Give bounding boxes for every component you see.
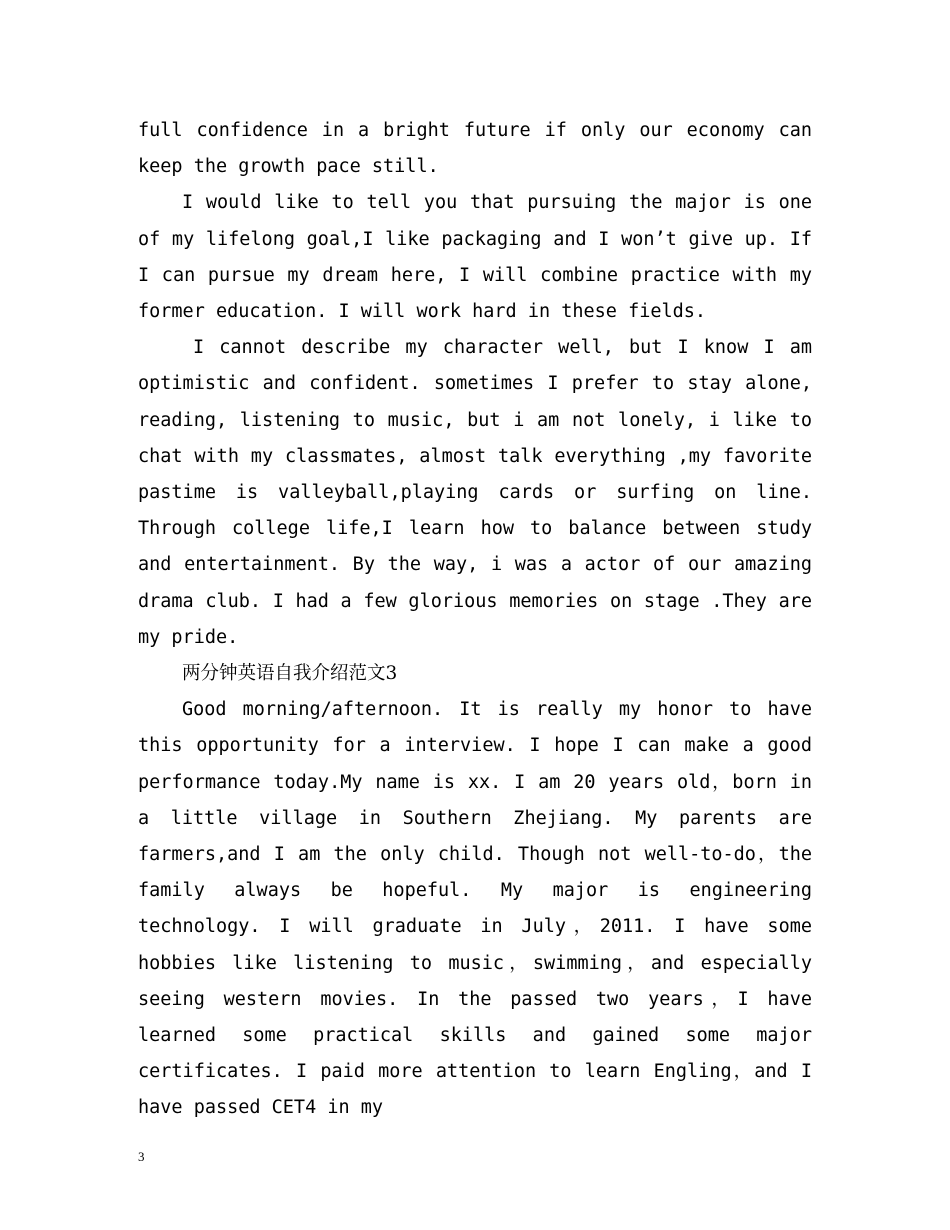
section-heading: 两分钟英语自我介绍范文3 (182, 663, 398, 685)
paragraph-continuation: full confidence in a bright future if only our economy can keep the growth pace still. (138, 120, 812, 178)
page-number: 3 (138, 1149, 145, 1164)
body-text (138, 113, 812, 1127)
paragraph-character: I cannot describe my character well, but I know I am optimistic and confident. sometimes I prefer to stay alone, reading, listening to music, but i am not lonely, i like to chat with my classmates, almost talk everything ,my favorite pastime is valleyball,playing cards or surfing on line. Through college life,I learn how to balance between study and entertainment. By the way, i was a actor of our amazing drama club. I had a few glorious memories on stage .They are my pride. (138, 337, 812, 648)
paragraph-interview-intro: Good morning/afternoon. It is really my honor to have this opportunity for a interview. I hope I can make a good performance today.My name is xx. I am 20 years old，born in a little village in Southern Zhejiang. My parents are farmers,and I am the only child. Though not well-to-do，the family always be hopeful. My major is engineering technology. I will graduate in July，2011. I have some hobbies like listening to music，swimming，and especially seeing western movies. In the passed two years，I have learned some practical skills and gained some major certificates. I paid more attention to learn Engling，and I have passed CET4 in my (138, 699, 812, 1119)
paragraph-major-goal: I would like to tell you that pursuing the major is one of my lifelong goal,I like packaging and I won’t give up. If I can pursue my dream here, I will combine practice with my former education. I will work hard in these fields. (138, 192, 812, 323)
